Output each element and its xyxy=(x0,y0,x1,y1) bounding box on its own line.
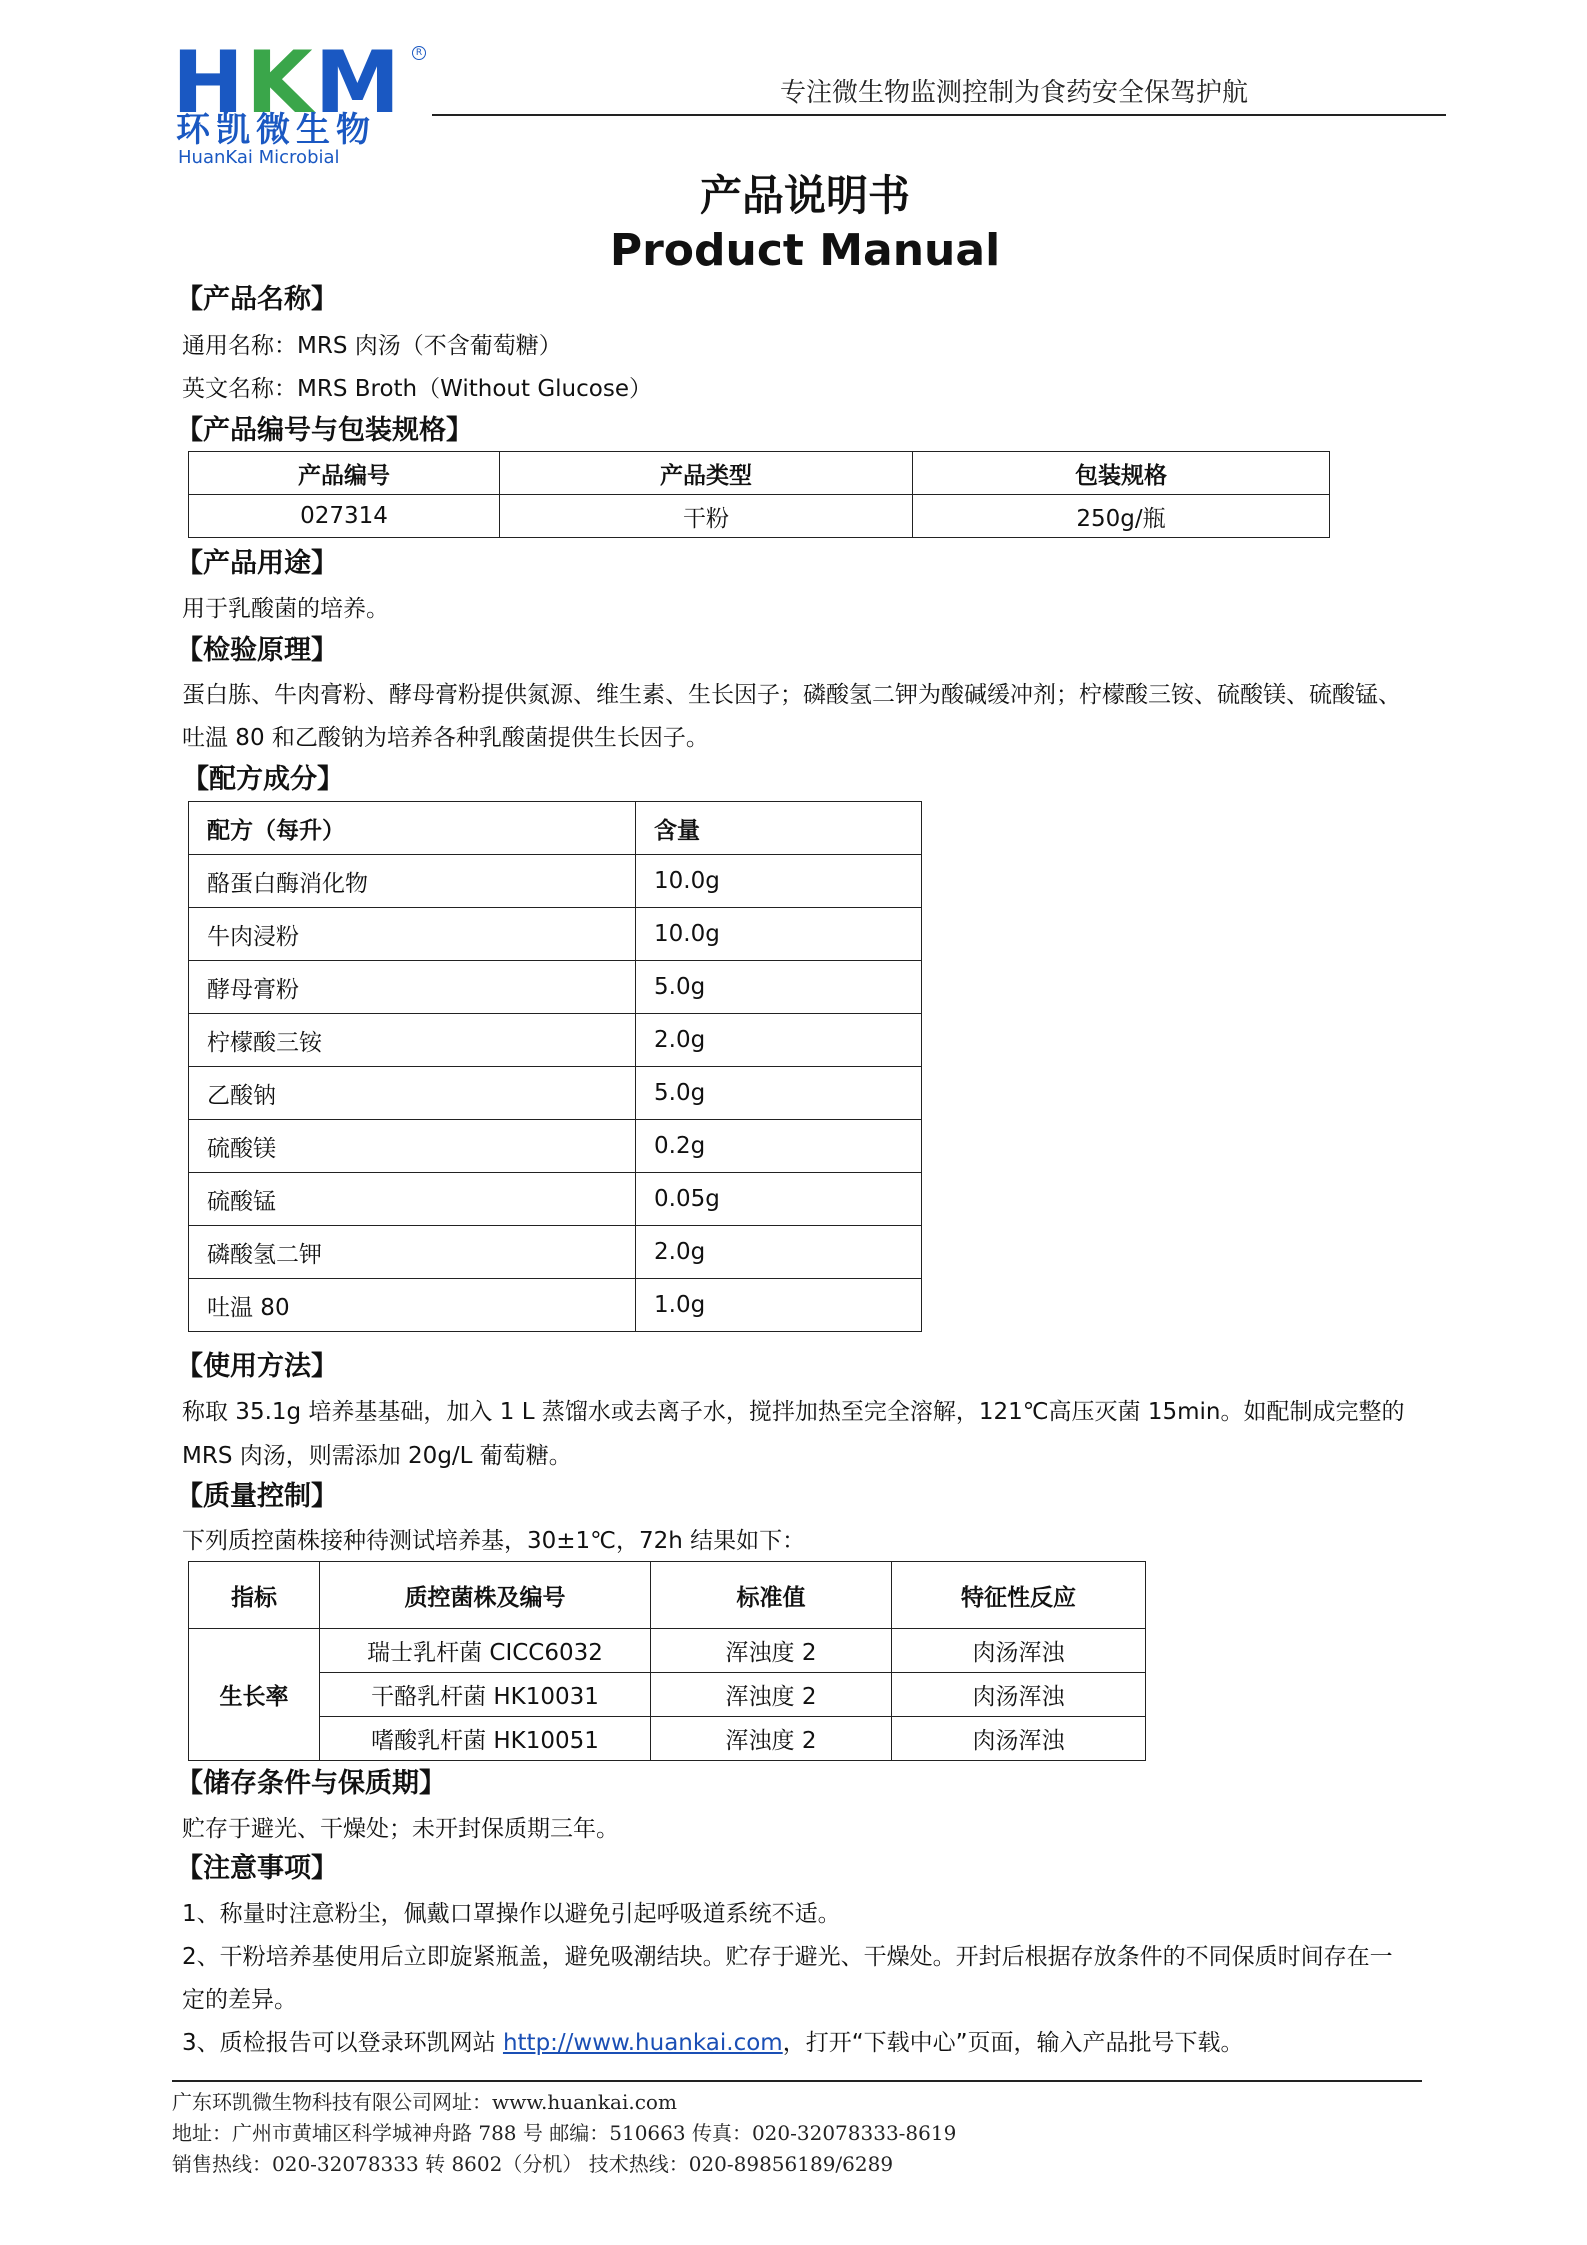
method-line-1: 称取 35.1g 培养基基础，加入 1 L 蒸馏水或去离子水，搅拌加热至完全溶解，121℃高压灭菌 15min。如配制成完整的 xyxy=(182,1399,1405,1425)
table-row xyxy=(189,495,1330,538)
ingredient-amount: 2.0g xyxy=(636,1014,922,1067)
ingredient-amount: 10.0g xyxy=(636,855,922,908)
table-header-row xyxy=(189,802,922,855)
note-item-3-suffix: ，打开“下载中心”页面，输入产品批号下载。 xyxy=(782,2030,1244,2056)
logo-letter-m: M xyxy=(314,33,403,133)
table-row xyxy=(189,1067,922,1120)
website-link[interactable]: http://www.huankai.com xyxy=(502,2030,783,2056)
table-header-row xyxy=(189,1562,1146,1629)
qc-intro: 下列质控菌株接种待测试培养基，30±1℃，72h 结果如下： xyxy=(182,1528,806,1554)
principle-line-2: 吐温 80 和乙酸钠为培养各种乳酸菌提供生长因子。 xyxy=(182,725,709,751)
qc-strain: 瑞士乳杆菌 CICC6032 xyxy=(320,1629,651,1673)
column-header: 产品类型 xyxy=(500,452,913,495)
section-heading-storage: 【储存条件与保质期】 xyxy=(176,1768,446,1799)
section-heading-formula: 【配方成分】 xyxy=(182,764,344,795)
table-row xyxy=(189,1120,922,1173)
ingredient-name: 乙酸钠 xyxy=(189,1067,636,1120)
logo-chinese-name: 环凯微生物 xyxy=(176,110,376,150)
section-heading-quality-control: 【质量控制】 xyxy=(176,1481,338,1512)
table-row xyxy=(189,1717,1146,1761)
usage-text: 用于乳酸菌的培养。 xyxy=(182,596,389,622)
column-header: 质控菌株及编号 xyxy=(320,1562,651,1629)
table-row xyxy=(189,1014,922,1067)
qc-strain: 干酪乳杆菌 HK10031 xyxy=(320,1673,651,1717)
note-item-3 xyxy=(182,2027,1244,2059)
section-heading-method: 【使用方法】 xyxy=(176,1351,338,1382)
header-divider xyxy=(432,114,1446,116)
ingredient-name: 柠檬酸三铵 xyxy=(189,1014,636,1067)
principle-line-1: 蛋白胨、牛肉膏粉、酵母膏粉提供氮源、维生素、生长因子；磷酸氢二钾为酸碱缓冲剂；柠檬酸三铵、硫酸镁、硫酸锰、 xyxy=(182,682,1401,708)
qc-standard: 浑浊度 2 xyxy=(651,1717,892,1761)
footer-address: 地址：广州市黄埔区科学城神舟路 788 号 邮编：510663 传真：020-32078333-8619 xyxy=(172,2121,957,2145)
ingredient-name: 酪蛋白酶消化物 xyxy=(189,855,636,908)
column-header: 指标 xyxy=(189,1562,320,1629)
section-heading-product-name: 【产品名称】 xyxy=(176,284,338,315)
table-row xyxy=(189,1173,922,1226)
package-spec: 250g/瓶 xyxy=(913,495,1330,538)
ingredient-name: 磷酸氢二钾 xyxy=(189,1226,636,1279)
table-row xyxy=(189,1629,1146,1673)
table-row xyxy=(189,855,922,908)
logo-english-name: HuanKai Microbial xyxy=(178,147,340,168)
packaging-table xyxy=(188,451,1330,538)
column-header: 产品编号 xyxy=(189,452,500,495)
column-header: 配方（每升） xyxy=(189,802,636,855)
ingredient-amount: 2.0g xyxy=(636,1226,922,1279)
page-title-en: Product Manual xyxy=(609,225,1001,276)
ingredient-amount: 0.2g xyxy=(636,1120,922,1173)
formula-table xyxy=(188,801,922,1332)
column-header: 标准值 xyxy=(651,1562,892,1629)
section-heading-usage: 【产品用途】 xyxy=(176,548,338,579)
note-item-2-line-1: 2、干粉培养基使用后立即旋紧瓶盖，避免吸潮结块。贮存于避光、干燥处。开封后根据存放条件的不同保质时间存在一 xyxy=(182,1944,1393,1970)
ingredient-amount: 5.0g xyxy=(636,961,922,1014)
common-name: 通用名称：MRS 肉汤（不含葡萄糖） xyxy=(182,333,562,359)
ingredient-name: 硫酸镁 xyxy=(189,1120,636,1173)
ingredient-name: 酵母膏粉 xyxy=(189,961,636,1014)
ingredient-amount: 5.0g xyxy=(636,1067,922,1120)
qc-standard: 浑浊度 2 xyxy=(651,1673,892,1717)
ingredient-amount: 1.0g xyxy=(636,1279,922,1332)
section-heading-notes: 【注意事项】 xyxy=(176,1853,338,1884)
qc-standard: 浑浊度 2 xyxy=(651,1629,892,1673)
note-item-2-line-2: 定的差异。 xyxy=(182,1987,297,2013)
qc-reaction: 肉汤浑浊 xyxy=(892,1673,1146,1717)
storage-text: 贮存于避光、干燥处；未开封保质期三年。 xyxy=(182,1816,619,1842)
note-item-1: 1、称量时注意粉尘，佩戴口罩操作以避免引起呼吸道系统不适。 xyxy=(182,1901,841,1927)
column-header: 包装规格 xyxy=(913,452,1330,495)
qc-group-label: 生长率 xyxy=(189,1629,320,1761)
footer-divider xyxy=(172,2080,1422,2082)
table-row xyxy=(189,961,922,1014)
ingredient-name: 牛肉浸粉 xyxy=(189,908,636,961)
ingredient-amount: 0.05g xyxy=(636,1173,922,1226)
footer-website: 广东环凯微生物科技有限公司网址：www.huankai.com xyxy=(172,2090,677,2114)
ingredient-amount: 10.0g xyxy=(636,908,922,961)
english-name: 英文名称：MRS Broth（Without Glucose） xyxy=(182,376,652,402)
method-line-2: MRS 肉汤，则需添加 20g/L 葡萄糖。 xyxy=(182,1443,572,1469)
registered-mark: R xyxy=(412,46,426,60)
table-row xyxy=(189,1226,922,1279)
column-header: 特征性反应 xyxy=(892,1562,1146,1629)
quality-control-table xyxy=(188,1561,1146,1761)
note-item-3-prefix: 3、质检报告可以登录环凯网站 xyxy=(182,2030,503,2056)
table-row xyxy=(189,1673,1146,1717)
product-code: 027314 xyxy=(189,495,500,538)
footer-hotlines: 销售热线：020-32078333 转 8602（分机） 技术热线：020-89856189/6289 xyxy=(172,2152,894,2176)
section-heading-principle: 【检验原理】 xyxy=(176,635,338,666)
header-slogan: 专注微生物监测控制为食药安全保驾护航 xyxy=(780,78,1249,108)
page-title-cn: 产品说明书 xyxy=(699,171,910,220)
table-header-row xyxy=(189,452,1330,495)
table-row xyxy=(189,1279,922,1332)
qc-strain: 嗜酸乳杆菌 HK10051 xyxy=(320,1717,651,1761)
table-row xyxy=(189,908,922,961)
qc-reaction: 肉汤浑浊 xyxy=(892,1629,1146,1673)
qc-reaction: 肉汤浑浊 xyxy=(892,1717,1146,1761)
ingredient-name: 吐温 80 xyxy=(189,1279,636,1332)
product-type: 干粉 xyxy=(500,495,913,538)
logo-letter-h: H xyxy=(172,33,246,133)
ingredient-name: 硫酸锰 xyxy=(189,1173,636,1226)
column-header: 含量 xyxy=(636,802,922,855)
logo-letter-k: K xyxy=(245,33,315,133)
section-heading-packaging: 【产品编号与包装规格】 xyxy=(176,415,473,446)
